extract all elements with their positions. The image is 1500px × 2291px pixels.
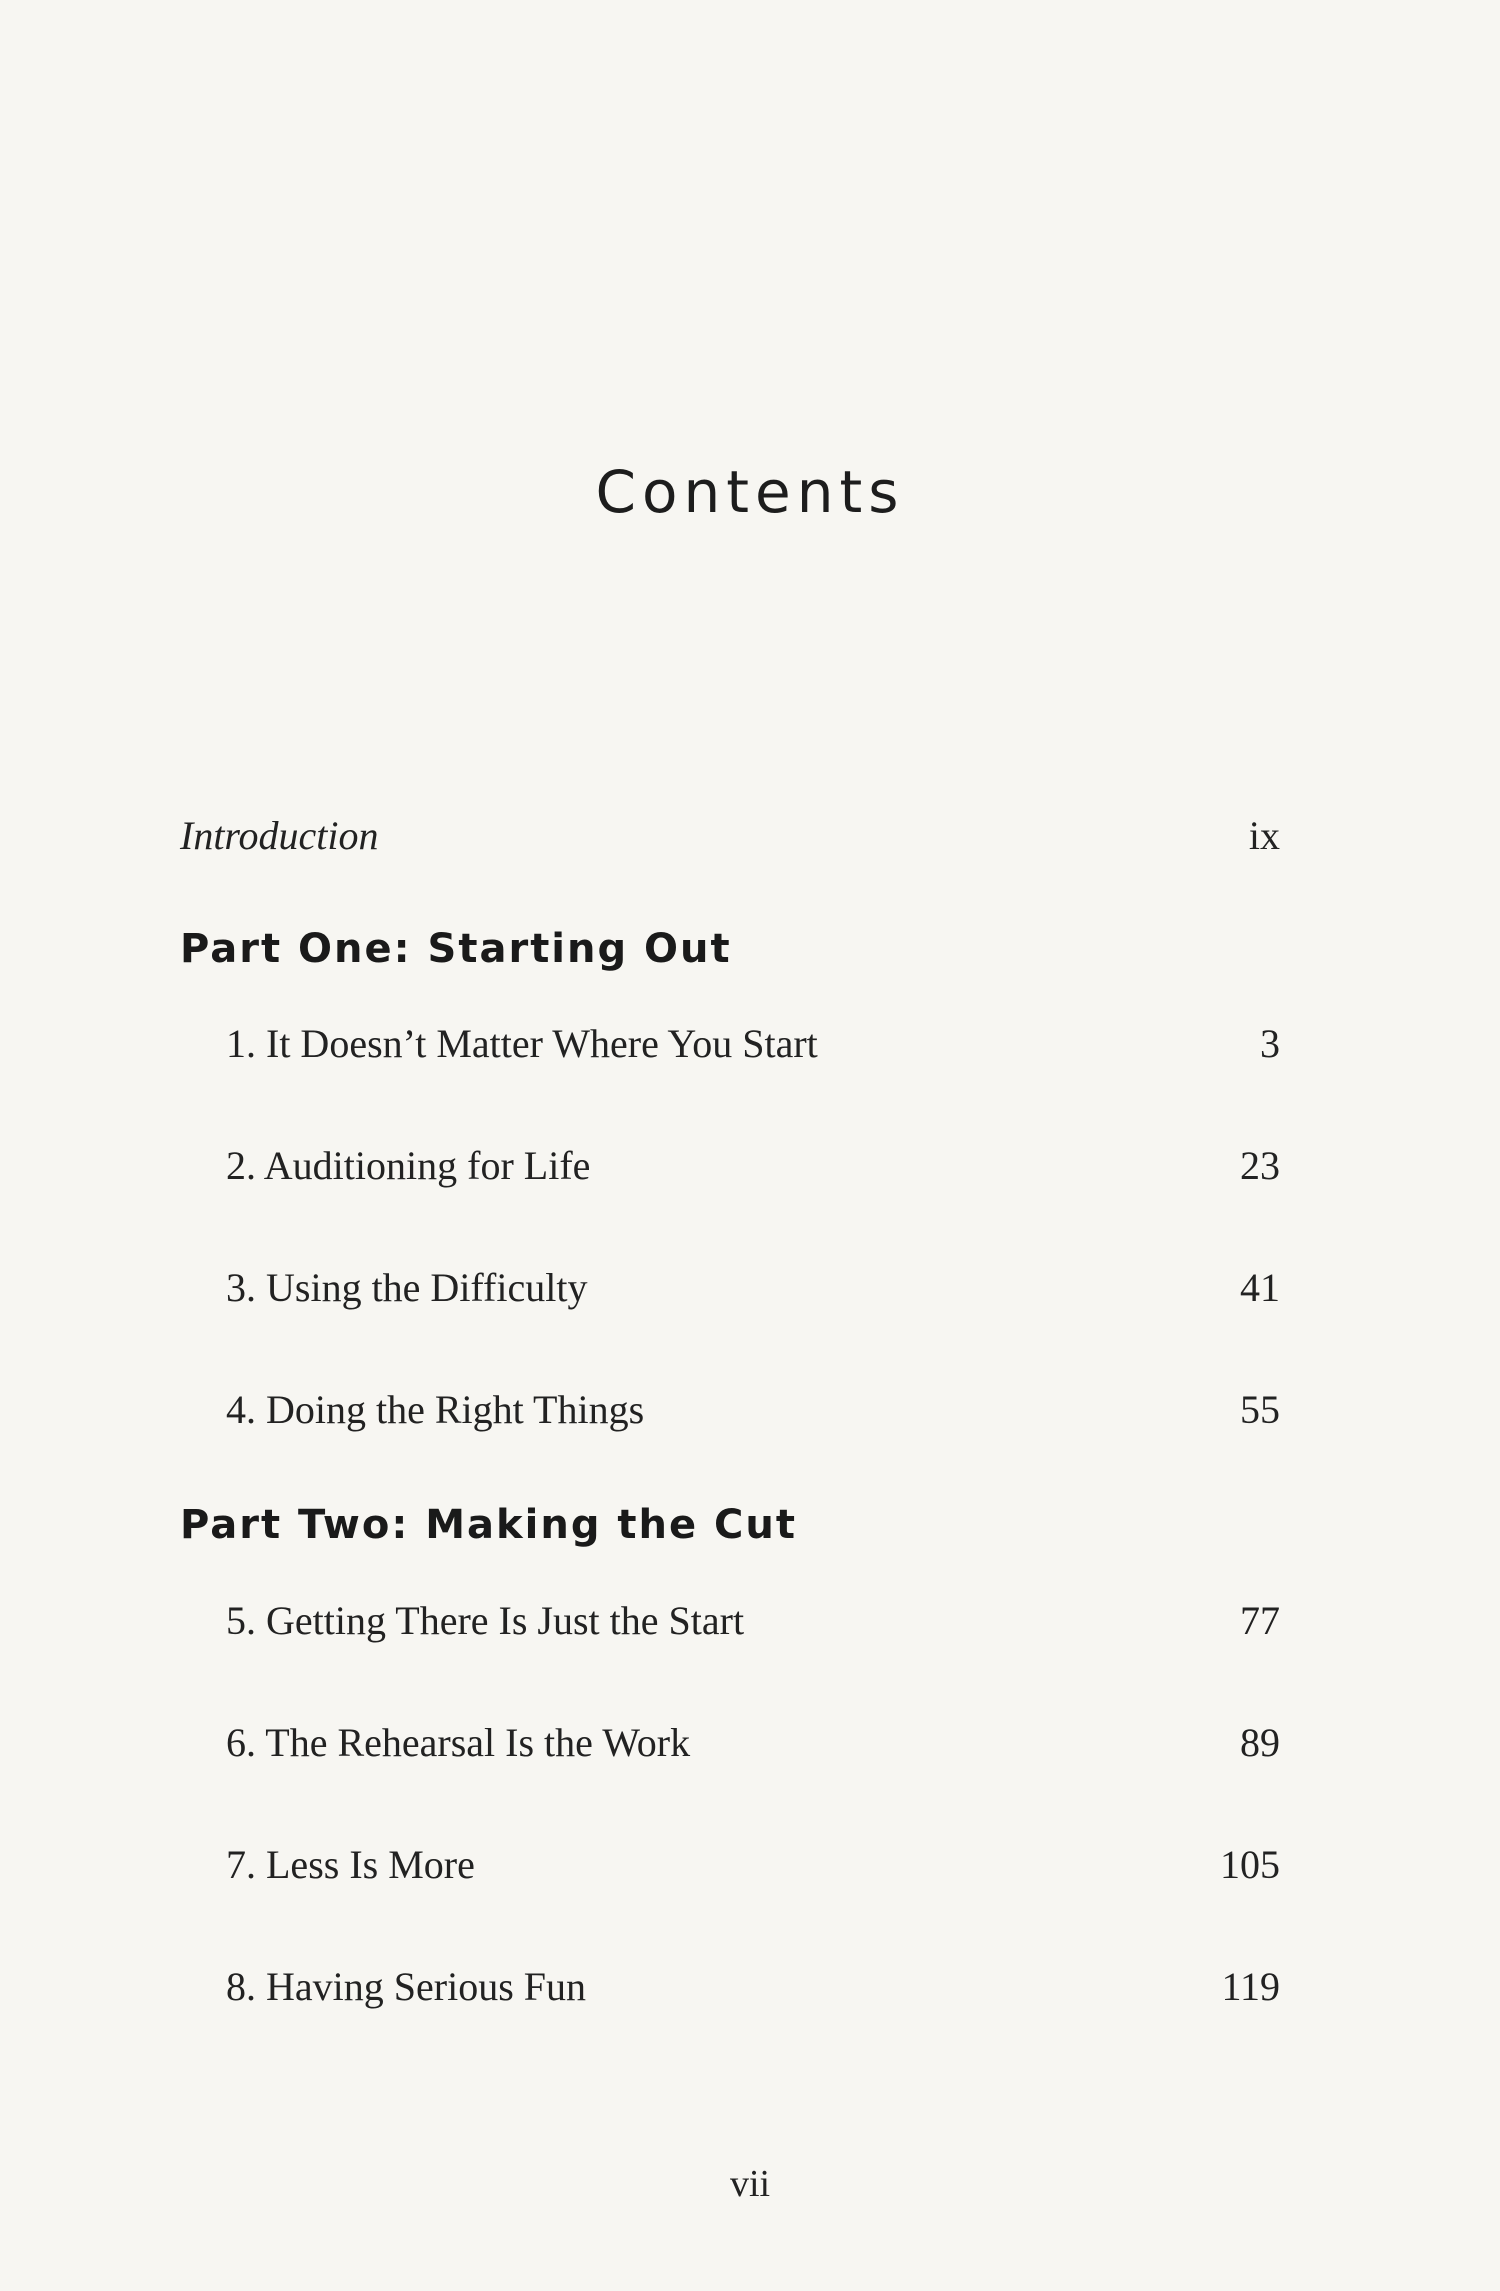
- toc-entry-label: 6. The Rehearsal Is the Work: [226, 1720, 691, 1765]
- toc-entry-page: ix: [1248, 813, 1280, 858]
- toc-entry-chapter-6: [180, 1719, 1280, 1779]
- toc-entry-chapter-4: [180, 1386, 1280, 1446]
- toc-entry-label: 4. Doing the Right Things: [226, 1387, 645, 1432]
- page-title: Contents: [595, 458, 905, 526]
- toc-entry-label: 5. Getting There Is Just the Start: [226, 1598, 745, 1643]
- part-heading-two: Part Two: Making the Cut: [180, 1502, 798, 1548]
- toc-entry-label: 8. Having Serious Fun: [226, 1964, 586, 2009]
- toc-entry-chapter-1: [180, 1020, 1280, 1080]
- toc-entry-label: 1. It Doesn’t Matter Where You Start: [226, 1021, 818, 1066]
- toc-entry-page: 119: [1221, 1964, 1280, 2009]
- toc-entry-chapter-5: [180, 1597, 1280, 1657]
- toc-entry-label: Introduction: [180, 813, 379, 858]
- toc-entry-chapter-3: [180, 1264, 1280, 1324]
- toc-entry-label: 3. Using the Difficulty: [226, 1265, 588, 1310]
- toc-entry-label: 2. Auditioning for Life: [226, 1143, 591, 1188]
- toc-entry-page: 105: [1220, 1842, 1280, 1887]
- toc-entry-page: 23: [1240, 1143, 1280, 1188]
- toc-entry-page: 55: [1240, 1387, 1280, 1432]
- toc-entry-chapter-8: [180, 1963, 1280, 2023]
- toc-entry-page: 89: [1240, 1720, 1280, 1765]
- toc-entry-page: 3: [1260, 1021, 1280, 1066]
- toc-entry-introduction: [180, 812, 1280, 872]
- toc-entry-page: 77: [1240, 1598, 1280, 1643]
- toc-entry-page: 41: [1240, 1265, 1280, 1310]
- part-heading-one: Part One: Starting Out: [180, 926, 732, 972]
- toc-entry-label: 7. Less Is More: [226, 1842, 475, 1887]
- toc-entry-chapter-2: [180, 1142, 1280, 1202]
- page-number: vii: [729, 2163, 771, 2205]
- toc-entry-chapter-7: [180, 1841, 1280, 1901]
